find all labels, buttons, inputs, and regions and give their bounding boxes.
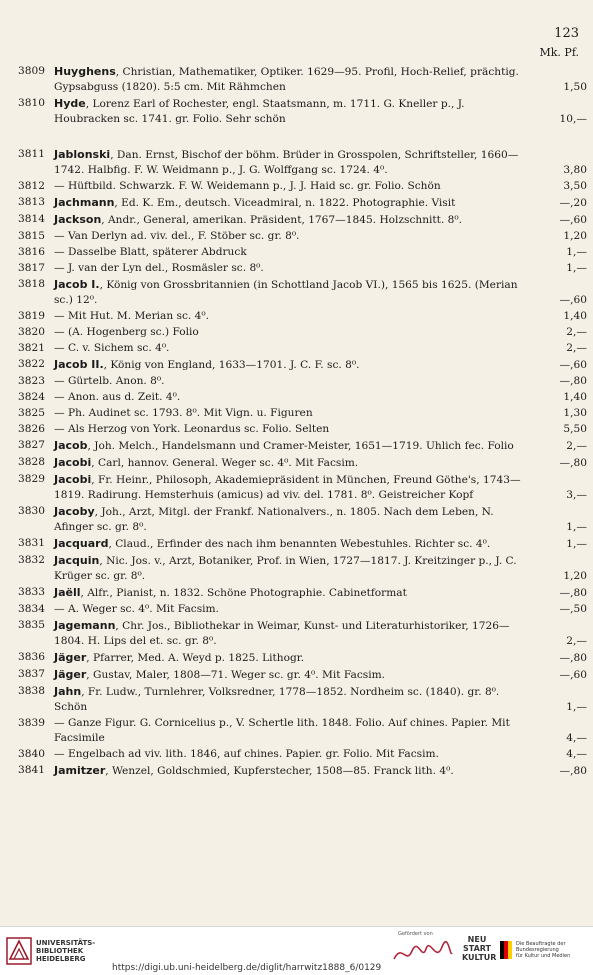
entry-list [0,64,593,780]
entry-description [54,390,521,405]
entry-price: —,80 [559,652,587,664]
entry-text: , Fr. Heinr., Philosoph, Akademiepräsident in München, Freund Göthe's, 1743—1819. Radirung. Hemsterhuis (amicus) ad viv. del. 1781. 8⁰. Geistreicher Kopf [54,474,521,501]
entry-description [54,455,521,471]
entry-name: Jäger [54,651,87,664]
entry-text: , Dan. Ernst, Bischof der böhm. Brüder in Grosspolen, Schriftsteller, 1660—1742. Halbfig. F. W. Weidmann p., J. G. Wolffgang sc. 1724. 4⁰. [54,149,519,176]
catalog-entry [0,229,593,244]
entry-number: 3832 [18,554,45,566]
entry-text: , König von Grossbritannien (in Schottland Jacob VI.), 1565 bis 1625. (Merian sc.) 12⁰. [54,279,518,306]
entry-name: Hyde [54,97,86,110]
entry-name: Jacob I. [54,278,100,291]
entry-price: —,80 [559,587,587,599]
entry-price: —,80 [559,457,587,469]
entry-price: 1,— [566,262,587,274]
entry-description [54,650,521,666]
entry-price: 2,— [566,326,587,338]
catalog-entry [0,602,593,617]
entry-description [54,602,521,617]
entry-description [54,179,521,194]
entry-number: 3820 [18,326,45,338]
entry-text: , Christian, Mathematiker, Optiker. 1629—95. Profil, Hoch-Relief, prächtig. Gypsabguss (1820). 5:5 cm. Mit Rähmchen [54,66,519,93]
entry-price: 1,— [566,538,587,550]
catalog-entry [0,536,593,552]
entry-number: 3809 [18,65,45,77]
entry-name: Jäger [54,668,87,681]
entry-text: , Lorenz Earl of Rochester, engl. Staatsmann, m. 1711. G. Kneller p., J. Houbracken sc. 1741. gr. Folio. Sehr schön [54,98,465,125]
entry-number: 3841 [18,764,45,776]
entry-number: 3816 [18,246,45,258]
entry-price: —,60 [559,669,587,681]
entry-name: Jamitzer [54,764,106,777]
catalog-entry [0,147,593,178]
entry-description [54,618,521,649]
entry-price: 1,20 [563,570,587,582]
entry-text: — J. van der Lyn del., Rosmäsler sc. 8⁰. [54,262,264,274]
entry-number: 3826 [18,423,45,435]
entry-text: , Alfr., Pianist, n. 1832. Schöne Photographie. Cabinetformat [80,587,407,599]
entry-name: Huyghens [54,65,116,78]
entry-text: , Carl, hannov. General. Weger sc. 4⁰. Mit Facsim. [91,457,359,469]
entry-number: 3837 [18,668,45,680]
entry-price: —,20 [559,197,587,209]
entry-number: 3838 [18,685,45,697]
entry-price: 1,50 [563,81,587,93]
entry-description [54,64,521,95]
entry-price: 3,— [566,489,587,501]
entry-number: 3830 [18,505,45,517]
entry-description [54,96,521,127]
entry-text: , Chr. Jos., Bibliothekar in Weimar, Kunst- und Literaturhistoriker, 1726—1804. H. Lips del et. sc. gr. 8⁰. [54,620,510,647]
catalog-entry [0,422,593,437]
entry-text: , Nic. Jos. v., Arzt, Botaniker, Prof. in Wien, 1727—1817. J. Kreitzinger p., J. C. Krüger sc. gr. 8⁰. [54,555,517,582]
catalog-entry [0,261,593,276]
entry-number: 3812 [18,180,45,192]
entry-description [54,229,521,244]
entry-description [54,357,521,373]
entry-text: , Pfarrer, Med. A. Weyd p. 1825. Lithogr. [86,652,304,664]
entry-price: —,60 [559,294,587,306]
entry-price: —,80 [559,375,587,387]
entry-description [54,406,521,421]
entry-price: —,60 [559,359,587,371]
entry-number: 3813 [18,196,45,208]
entry-name: Jackson [54,213,102,226]
entry-description [54,553,521,584]
entry-description [54,325,521,340]
entry-text: — Ph. Audinet sc. 1793. 8⁰. Mit Vign. u. Figuren [54,407,313,419]
entry-description [54,374,521,389]
page-number: 123 [554,26,579,41]
entry-price: 2,— [566,440,587,452]
entry-price: 2,— [566,635,587,647]
entry-price: —,50 [559,603,587,615]
entry-number: 3821 [18,342,45,354]
sponsor-caption: Gefördert von [398,931,433,937]
catalog-entry [0,585,593,601]
entry-description [54,747,521,762]
entry-description [54,472,521,503]
entry-text: — Als Herzog von York. Leonardus sc. Folio. Selten [54,423,330,435]
entry-description [54,763,521,779]
entry-text: , Joh., Arzt, Mitgl. der Frankf. Nationalvers., n. 1805. Nach dem Leben, N. Afinger sc. gr. 8⁰. [54,506,494,533]
entry-name: Jachmann [54,196,115,209]
entry-description [54,245,521,260]
entry-name: Jacquin [54,554,100,567]
catalog-entry [0,390,593,405]
entry-number: 3825 [18,407,45,419]
entry-name: Jacquard [54,537,109,550]
entry-description [54,277,521,308]
entry-text: , Andr., General, amerikan. Präsident, 1767—1845. Holzschnitt. 8⁰. [101,214,463,226]
entry-text: , König von England, 1633—1701. J. C. F. sc. 8⁰. [103,359,360,371]
entry-text: — (A. Hogenberg sc.) Folio [54,326,199,338]
entry-description [54,536,521,552]
entry-text: — Mit Hut. M. Merian sc. 4⁰. [54,310,209,322]
catalog-entry [0,341,593,356]
entry-description [54,504,521,535]
entry-number: 3836 [18,651,45,663]
catalog-entry [0,179,593,194]
entry-text: , Wenzel, Goldschmied, Kupferstecher, 1508—85. Franck lith. 4⁰. [105,765,454,777]
catalog-entry [0,357,593,373]
entry-text: , Fr. Ludw., Turnlehrer, Volksredner, 1778—1852. Nordheim sc. (1840). gr. 8⁰. Schön [54,686,500,713]
entry-price: 4,— [566,732,587,744]
entry-text: — Hüftbild. Schwarzk. F. W. Weidemann p., J. J. Haid sc. gr. Folio. Schön [54,180,441,192]
entry-price: 2,— [566,342,587,354]
entry-name: Jablonski [54,148,111,161]
entry-name: Jacobi [54,473,92,486]
catalog-entry [0,64,593,95]
entry-description [54,422,521,437]
entry-name: Jahn [54,685,82,698]
entry-price: 1,— [566,701,587,713]
entry-price: 1,— [566,246,587,258]
entry-description [54,684,521,715]
entry-number: 3822 [18,358,45,370]
entry-number: 3829 [18,473,45,485]
entry-number: 3828 [18,456,45,468]
footer-bar [0,926,593,975]
entry-number: 3824 [18,391,45,403]
catalog-entry [0,472,593,503]
entry-price: 3,50 [563,180,587,192]
catalog-entry [0,747,593,762]
entry-number: 3817 [18,262,45,274]
catalog-entry [0,96,593,127]
entry-text: , Gustav, Maler, 1808—71. Weger sc. gr. 4⁰. Mit Facsim. [86,669,385,681]
catalog-entry [0,212,593,228]
entry-description [54,716,521,746]
entry-text: — Anon. aus d. Zeit. 4⁰. [54,391,181,403]
entry-text: — A. Weger sc. 4⁰. Mit Facsim. [54,603,219,615]
catalog-entry [0,325,593,340]
catalog-entry [0,455,593,471]
entry-price: 1,— [566,521,587,533]
entry-description [54,667,521,683]
catalog-entry [0,504,593,535]
entry-number: 3833 [18,586,45,598]
catalog-entry [0,763,593,779]
catalog-entry [0,716,593,746]
entry-price: 1,40 [563,391,587,403]
neustart-kultur-logo[interactable]: NEU START KULTUR [462,935,497,962]
catalog-entry [0,650,593,666]
entry-name: Jacoby [54,505,95,518]
catalog-entry [0,309,593,324]
entry-price: 10,— [559,113,587,125]
entry-number: 3811 [18,148,45,160]
entry-number: 3823 [18,375,45,387]
entry-number: 3819 [18,310,45,322]
entry-description [54,585,521,601]
entry-text: , Claud., Erfinder des nach ihm benannten Webestuhles. Richter sc. 4⁰. [108,538,491,550]
entry-price: 3,80 [563,164,587,176]
entry-description [54,438,521,454]
catalog-entry [0,406,593,421]
entry-text: — Engelbach ad viv. lith. 1846, auf chines. Papier. gr. Folio. Mit Facsim. [54,748,439,760]
entry-text: — C. v. Sichem sc. 4⁰. [54,342,170,354]
entry-number: 3814 [18,213,45,225]
entry-name: Jacobi [54,456,92,469]
entry-price: 4,— [566,748,587,760]
entry-price: 5,50 [563,423,587,435]
entry-price: 1,40 [563,310,587,322]
catalog-entry [0,438,593,454]
entry-text: — Gürtelb. Anon. 8⁰. [54,375,165,387]
entry-text: , Ed. K. Em., deutsch. Viceadmiral, n. 1822. Photographie. Visit [114,197,456,209]
entry-name: Jagemann [54,619,116,632]
entry-number: 3827 [18,439,45,451]
entry-number: 3839 [18,717,45,729]
entry-text: — Van Derlyn ad. viv. del., F. Stöber sc. gr. 8⁰. [54,230,300,242]
catalog-entry [0,374,593,389]
entry-price: —,80 [559,765,587,777]
entry-name: Jacob II. [54,358,104,371]
entry-description [54,212,521,228]
entry-price: 1,20 [563,230,587,242]
entry-description [54,341,521,356]
entry-number: 3810 [18,97,45,109]
entry-text: — Ganze Figur. G. Cornicelius p., V. Schertle lith. 1848. Folio. Auf chines. Papier. Mit Facsimile [54,717,510,744]
entry-description [54,309,521,324]
signature-icon [392,939,454,967]
catalog-entry [0,553,593,584]
catalog-entry [0,195,593,211]
entry-text: — Dasselbe Blatt, späterer Abdruck [54,246,247,258]
entry-price: 1,30 [563,407,587,419]
entry-text: , Joh. Melch., Handelsmann und Cramer-Meister, 1651—1719. Uhlich fec. Folio [87,440,514,452]
catalog-entry [0,667,593,683]
bkm-label: Die Beauftragte der Bundesregierung für Kultur und Medien [516,941,571,959]
entry-description [54,195,521,211]
university-library-logo-icon[interactable] [6,937,32,965]
catalog-entry [0,618,593,649]
entry-price: —,60 [559,214,587,226]
catalog-entry [0,684,593,715]
catalog-entry [0,277,593,308]
entry-name: Jaëll [54,586,81,599]
entry-description [54,261,521,276]
federal-eagle-icon [500,941,512,959]
entry-number: 3815 [18,230,45,242]
catalog-entry [0,245,593,260]
entry-name: Jacob [54,439,88,452]
entry-description [54,147,521,178]
source-url[interactable]: https://digi.ub.uni-heidelberg.de/diglit/harrwitz1888_6/0129 [112,963,382,973]
entry-number: 3818 [18,278,45,290]
entry-number: 3840 [18,748,45,760]
entry-number: 3834 [18,603,45,615]
library-name: UNIVERSITÄTS- BIBLIOTHEK HEIDELBERG [36,939,96,963]
entry-number: 3835 [18,619,45,631]
entry-number: 3831 [18,537,45,549]
price-column-header: Mk. Pf. [539,46,579,59]
